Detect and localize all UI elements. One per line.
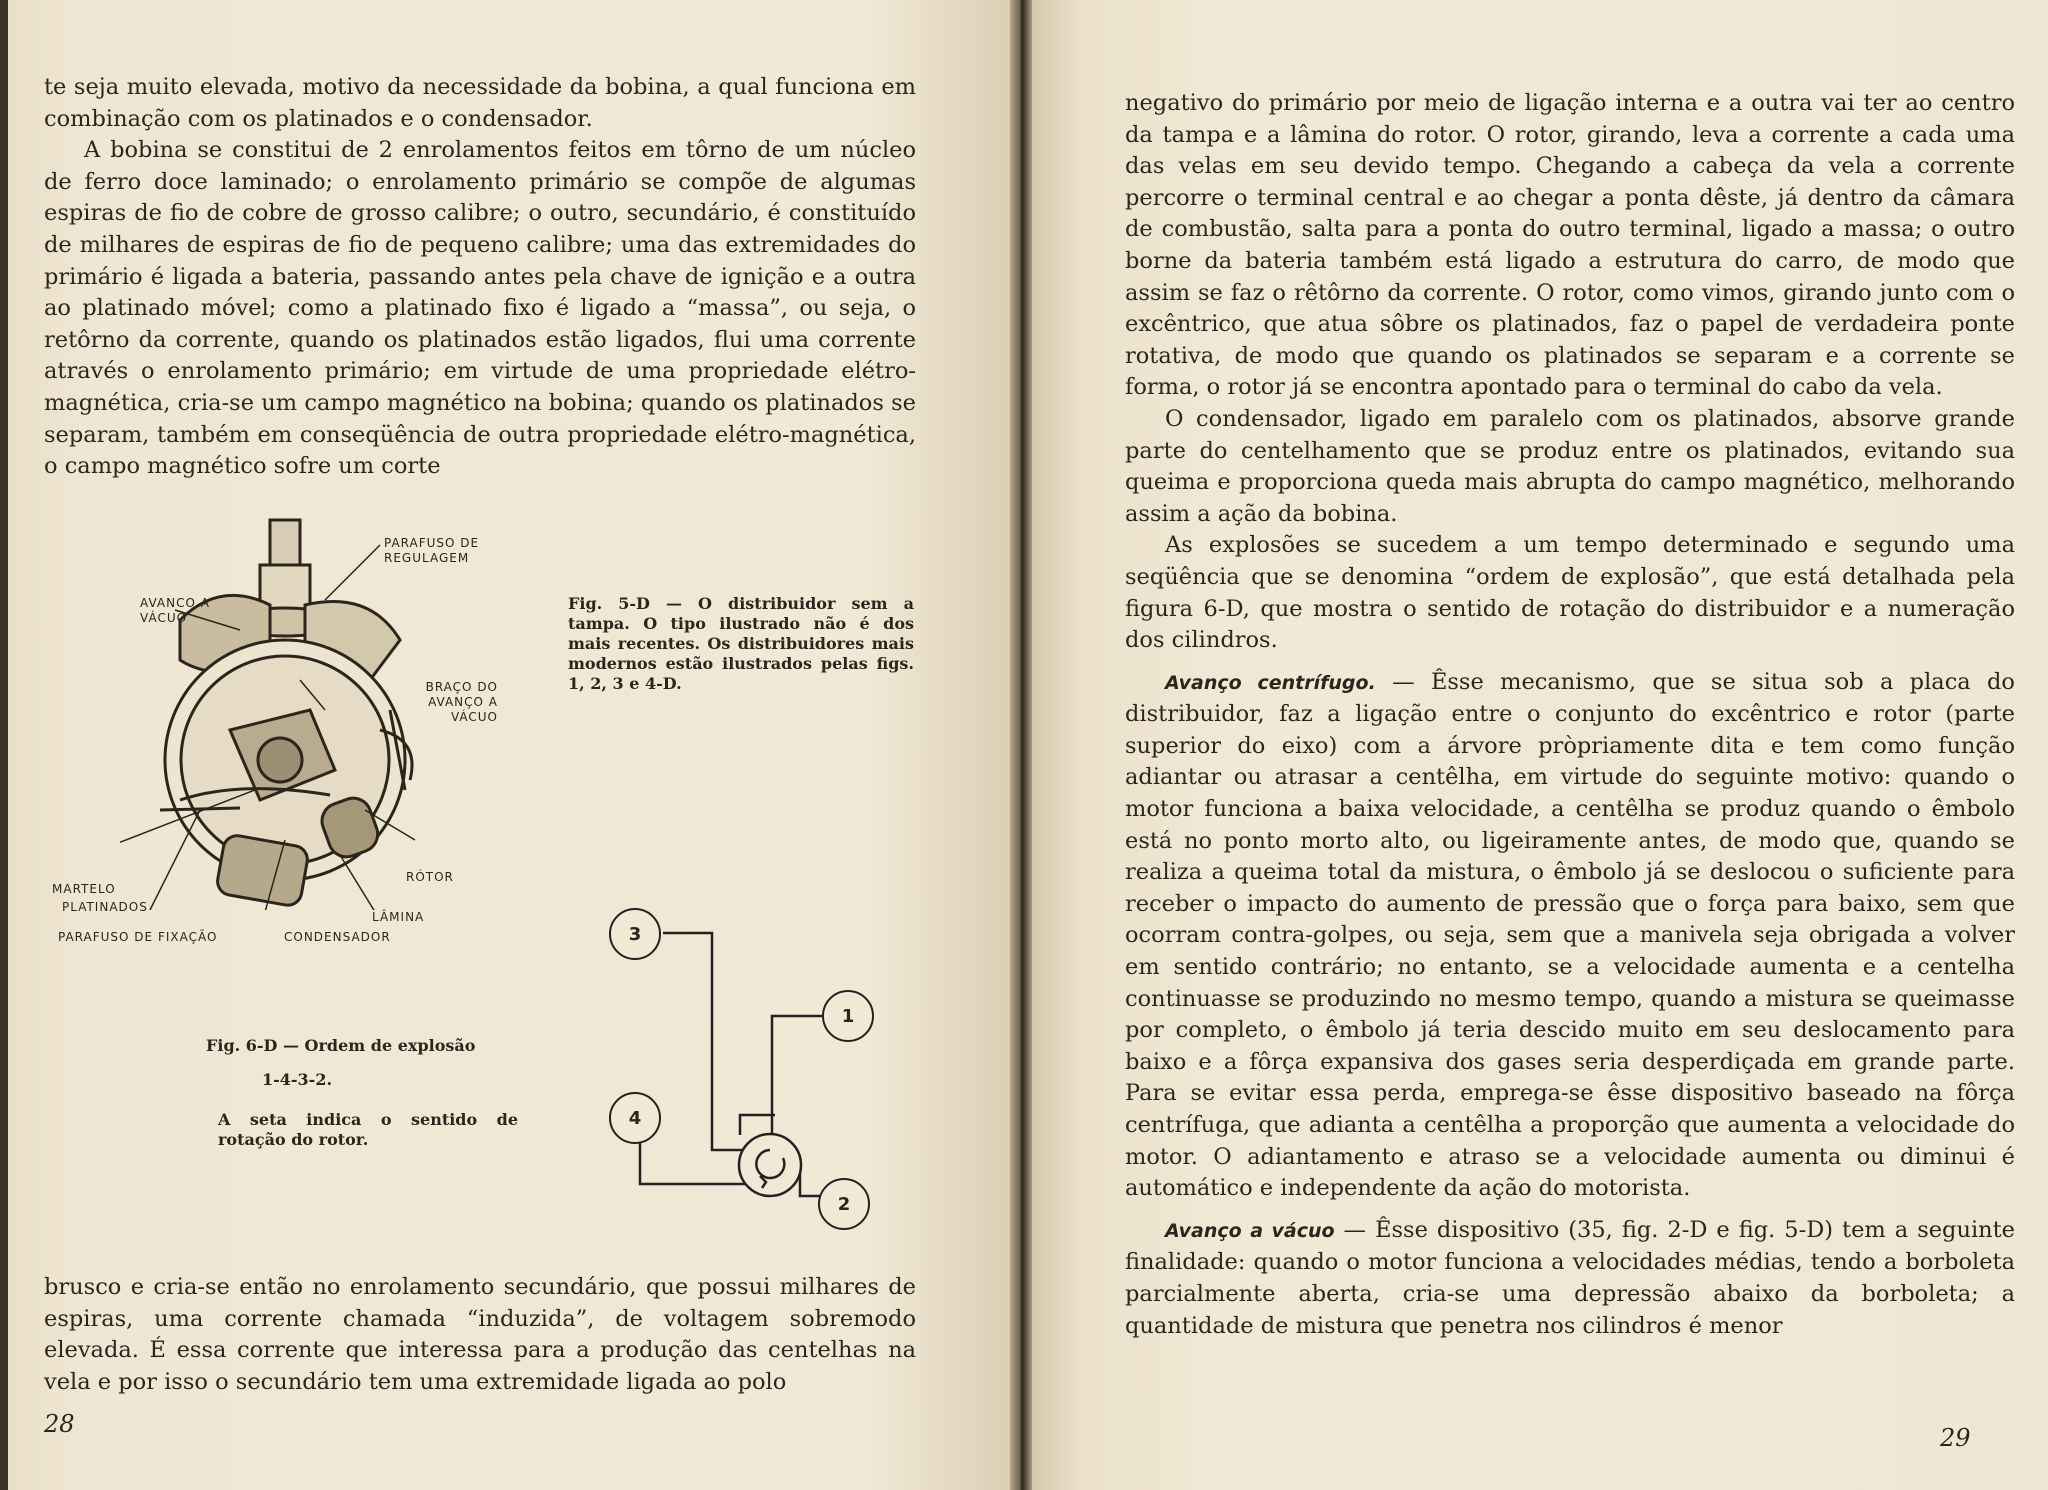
book-spine <box>1010 0 1032 1490</box>
paragraph: A bobina se constitui de 2 enrolamentos feitos em tôrno de um núcleo de ferro doce laminado; o enrolamento primário se compõe de algumas espiras de fio de cobre de grosso calibre; o outro, secundário, é constituído de milhares de espiras de fio de pequeno calibre; uma das extremidades do primário é ligada a bateria, passando antes pela chave de ignição e a outra ao platinado móvel; como a platinado fixo é ligado a “massa”, ou seja, o retôrno da corrente, quando os platinados estão ligados, flui uma corrente através o enrolamento primário; em virtude de uma propriedade elétro-magnética, cria-se um campo magnético na bobina; quando os platinados se separam, também em conseqüência de outra propriedade elétro-magnética, o campo magnético sofre um corte <box>44 137 916 480</box>
fig6-caption-title: Fig. 6-D — Ordem de explosão <box>206 1036 476 1055</box>
label-rotor: RÓTOR <box>406 870 454 884</box>
paragraph-body: — Êsse mecanismo, que se situa sob a placa do distribuidor, faz a ligação entre o conjunto do excêntrico e rotor (parte superior do eixo) com a árvore pròpriamente dita e tem como função adiantar ou atrasar a centêlha, em virtude do seguinte motivo: quando o motor funciona a baixa velocidade, a centêlha se produz quando o êmbolo está no ponto morto alto, ou ligeiramente antes, de modo que, quando se realiza a queima total da mistura, o êmbolo já se deslocou o suficiente para receber o impacto do aumento de pressão que o força para baixo, sem que ocorram contra-golpes, ou seja, sem que a manivela seja obrigada a volver em sentido contrário; no entanto, se a velocidade aumenta e a centelha continuasse se produzindo no mesmo tempo, quando a mistura se queimasse por completo, o êmbolo já teria descido muito em seu deslocamento para baixo e a fôrça expansiva dos gases seria desperdiçada em grande parte. Para se evitar essa perda, emprega-se êsse dispositivo baseado na fôrça centrífuga, que adianta a centêlha a proporção que aumenta a velocidade do motor. O adiantamento e atraso se a velocidade aumenta ou diminui é automático e independente da ação do motorista. <box>1125 668 2015 1202</box>
label-condensador: CONDENSADOR <box>284 930 391 944</box>
paragraph: As explosões se sucedem a um tempo determinado e segundo uma seqüência que se denomina “ordem de explosão”, que está detalhada pela figura 6-D, que mostra o sentido de rotação do distribuidor e a numeração dos cilindros. <box>1125 532 2015 654</box>
paragraph: O condensador, ligado em paralelo com os platinados, absorve grande parte do centelhamento que se produz entre os platinados, evitando sua queima e proporciona queda mais abrupta do campo magnético, melhorando assim a ação da bobina. <box>1125 405 2015 527</box>
paragraph <box>1125 667 2015 1205</box>
label-martelo: MARTELO <box>52 882 116 896</box>
page-number-left: 28 <box>44 1410 75 1438</box>
paragraph-body: — Êsse dispositivo (35, fig. 2-D e fig. 5-D) tem a seguinte finalidade: quando o motor funciona a velocidades médias, tendo a borboleta parcialmente aberta, cria-se uma depressão abaixo da borboleta; a quantidade de mistura que penetra nos cilindros é menor <box>1125 1216 2015 1339</box>
left-page <box>0 0 1020 1490</box>
paragraph: brusco e cria-se então no enrolamento secundário, que possui milhares de espiras, uma corrente chamada “induzida”, de voltagem sobremodo elevada. É essa corrente que interessa para a produção das centelhas na vela e por isso o secundário tem uma extremidade ligada ao polo <box>44 1274 916 1395</box>
subheading: Avanço a vácuo <box>1165 1219 1335 1242</box>
label-braco-avanco: BRAÇO DO AVANÇO A VÁCUO <box>425 680 498 724</box>
cylinder-1: 1 <box>822 990 874 1042</box>
paragraph: te seja muito elevada, motivo da necessidade da bobina, a qual funciona em combinação com os platinados e o condensador. <box>44 74 916 132</box>
paragraph: negativo do primário por meio de ligação interna e a outra vai ter ao centro da tampa e a lâmina do rotor. O rotor, girando, leva a corrente a cada uma das velas em seu devido tempo. Chegando a cabeça da vela a corrente percorre o terminal central e ao chegar a ponta dêste, já dentro da câmara de combustão, salta para a ponta do outro terminal, ligado a massa; o outro borne da bateria também está ligado a estrutura do carro, de modo que assim se faz o rêtôrno da corrente. O rotor, como vimos, girando junto com o excêntrico, que atua sôbre os platinados, faz o papel de verdadeira ponte rotativa, de modo que quando os platinados se separam e a corrente se forma, o rotor já se encontra apontado para o terminal do cabo da vela. <box>1125 90 2015 401</box>
label-lamina: LÂMINA <box>372 910 425 924</box>
label-platinados: PLATINADOS <box>62 900 148 914</box>
label-parafuso-fixacao: PARAFUSO DE FIXAÇÃO <box>58 930 218 944</box>
fig5-caption: Fig. 5-D — O distribuidor sem a tampa. O tipo ilustrado não é dos mais recentes. Os distribuidores mais modernos estão ilustrados pelas figs. 1, 2, 3 e 4-D. <box>568 594 914 693</box>
left-bottom-text <box>44 1272 916 1398</box>
label-parafuso-regulagem: PARAFUSO DE REGULAGEM <box>384 536 480 565</box>
fig6-caption-note: A seta indica o sentido de rotação do rotor. <box>218 1110 518 1149</box>
cylinder-2: 2 <box>818 1178 870 1230</box>
right-page <box>1020 0 2048 1490</box>
left-top-text <box>44 72 916 483</box>
label-avanco-vacuo: AVANCO A VÁCUO <box>140 596 210 625</box>
page-edge <box>0 0 8 1490</box>
page-number-right: 29 <box>1940 1424 1971 1452</box>
paragraph <box>1125 1215 2015 1342</box>
subheading: Avanço centrífugo. <box>1165 671 1376 694</box>
fig6-caption-order: 1-4-3-2. <box>262 1070 333 1089</box>
right-text <box>1125 88 2015 1342</box>
cylinder-4: 4 <box>609 1092 661 1144</box>
cylinder-3: 3 <box>609 908 661 960</box>
